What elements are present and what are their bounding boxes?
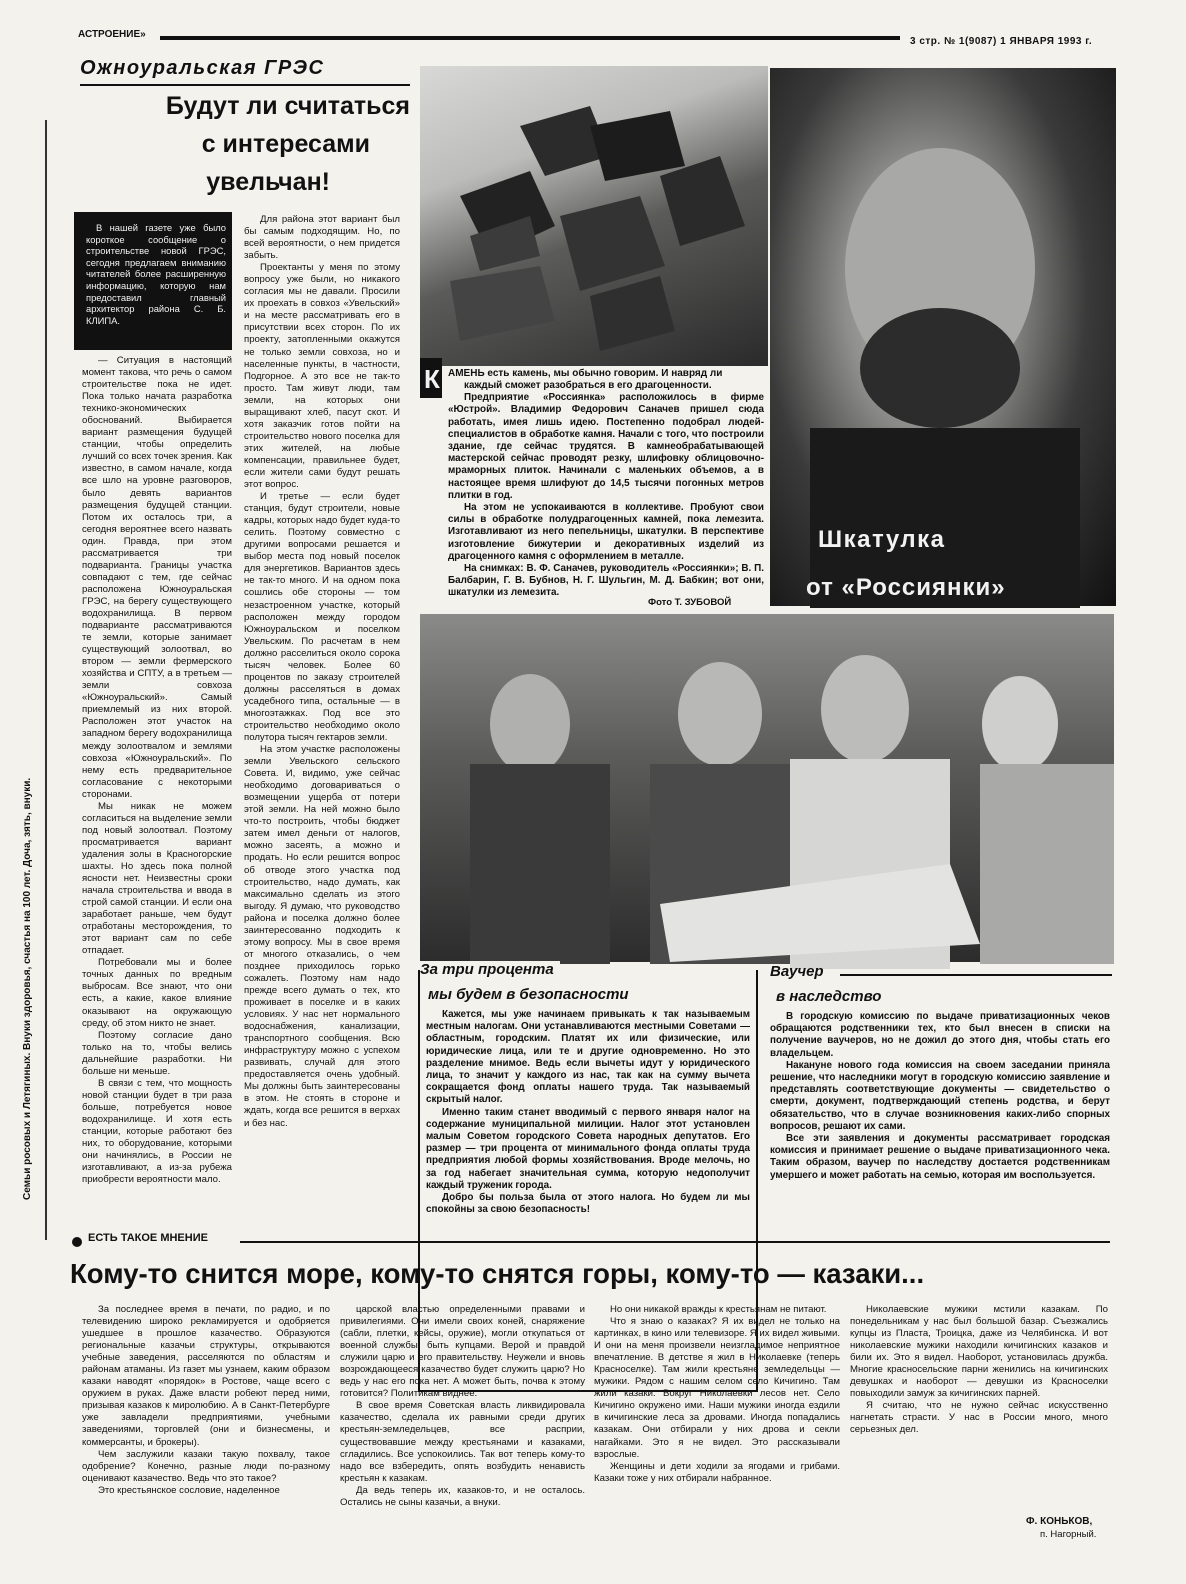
grs-headline-1: Будут ли считаться xyxy=(165,92,410,120)
kazaki-paragraph: Что я знаю о казаках? Я их видел не только на картинках, в кино или телевизоре. Я их видел живыми. И они на меня произвели неизгладимое неприятное впечатление. В детстве я жил в Николаевке (теперь Красноселке). Там жили крестьяне земледельцы — мужики. Рядом с нашим селом село Кичигино. Там жили казаки. Вокруг Николаевки лесов нет. Село Кичигино окружено ими. Наши мужики иногда ездили в кичигинские леса за дровами. Иногда попадались казакам. Они отбирали у них дрова и секли нагайками. Это я не видел. Это рассказывали взрослые. xyxy=(594,1316,840,1460)
tri-procenta-paragraph: Добро бы польза была от этого налога. Но будем ли мы спокойны за свою безопасность! xyxy=(426,1192,750,1216)
kazaki-author: Ф. КОНЬКОВ, xyxy=(1026,1516,1093,1527)
tri-procenta-paragraph: Именно таким станет вводимый с первого января налог на содержание муниципальной милиции. Налог этот установлен малым Советом городского Совета народных депутатов. Его размер — три процента от минимального фонда оплаты труда предприятия любой формы хозяйствования. Вроде мелочь, но за год набегает значительная сумма, которую недополучит каждый труженик города. xyxy=(426,1106,750,1191)
vaucher-title-2: в наследство xyxy=(776,988,882,1005)
vaucher-paragraph: В городскую комиссию по выдаче приватизационных чеков обращаются родственники тех, кто был внесен в списки на получение ваучеров, но не дожил до этого дня, чтобы стать его владельцем. xyxy=(770,1011,1110,1059)
grs-rubric: Ожноуральская ГРЭС xyxy=(80,57,325,79)
kamen-title-2: от «Россиянки» xyxy=(806,574,1006,601)
kazaki-paragraph: За последнее время в печати, по радио, и по телевидению широко рекламируется и одобряется ушедшее в прошлое казачество. Образуются региональные казачьи структуры, открываются учебные заведения, расселяются по областям и районам атаманы. Из газет мы узнаем, каким образом казаки наводят «порядок» в Ростове, чаще всего с оружием в руках. Даже власти робеют перед ними, призывая казаков к миролюбию. А в Санкт-Петербурге уже завладели предприятиями, учебными заведениями, торговлей (они и бизнесмены, и коммерсанты, и брокеры). xyxy=(82,1304,330,1448)
left-sidebar-rule xyxy=(45,120,47,1240)
kazaki-author-place: п. Нагорный. xyxy=(1040,1529,1097,1540)
grs-paragraph: И третье — если будет станция, будут строители, новые кадры, которых надо будет куда-то селить. Поэтому совместно с другими вопросами решается и выбор места под новый поселок для энергетиков. Вариантов здесь не так-то много. И на одном пока сошлись обе стороны — том незастроенном участке, который расположен между городом Южноуральском и поселком Увельским. По расчетам в нем должно расселиться около сорока тысяч человек. Более 60 процентов по заказу строителей должны расселяться в домах усадебного типа, остальные — в многоэтажках. Под все это строительство необходимо около полутора тысяч гектаров земли. xyxy=(244,491,400,744)
kazaki-paragraph: Но они никакой вражды к крестьянам не питают. xyxy=(610,1304,827,1315)
kamen-paragraph: На снимках: В. Ф. Саначев, руководитель «Россиянки»; В. П. Балбарин, Г. В. Бубнов, Н. Г. Шульгин, М. Д. Бабкин; вот они, шкатулки из лемезита. xyxy=(448,563,764,599)
grs-paragraph: Потребовали мы и более точных данных по вредным выбросам. Все знают, что они есть, а какие, какое влияние оказывают на окружающую среду, об этом никто не знает. xyxy=(82,957,232,1029)
kazaki-paragraph: Женщины и дети ходили за ягодами и грибами. Казаки тоже у них отбирали набранное. xyxy=(594,1460,840,1484)
grs-paragraph: Мы никак не можем согласиться на выделение земли под новый золоотвал. Поэтому просматривается вариант удаления золы в Красногорские шахты. Но здесь пока полной ясности нет. Неизвестны сроки начала строительства и ввода в строй самой станции. И если она заработает раньше, чем будут отработаны месторождения, то этот вариант сам по себе отпадает. xyxy=(82,800,232,957)
grs-paragraph: В связи с тем, что мощность новой станции будет в три раза больше, потребуется новое водохранилище. И хотя есть станции, которые работают без них, то оборудование, которыми они начинялись, в России не изготавливают, а из-за рубежа приобрести вероятности мало. xyxy=(82,1077,232,1186)
tri-procenta-title-1: За три процента xyxy=(420,961,560,978)
kazaki-col-2 xyxy=(340,1304,585,1576)
vaucher-title-line xyxy=(840,974,1112,976)
photo-workers-group xyxy=(420,614,1114,962)
grs-headline-3: увельчан! xyxy=(206,168,330,196)
kamen-paragraph: Предприятие «Россиянка» расположилось в фирме «Юстрой». Владимир Федорович Саначев пришел сюда работать, имея лишь идею. Постепенно подобрал людей-специалистов в обработке камня. Начали с того, что построили здание, где сейчас трудятся. В камнеобрабатывающей мастерской сейчас проводят резку, шлифовку облицовочно-мраморных плиток. Начинали с маленьких объемов, а в настоящее время шлифуют до 14,5 тысячи погонных метров плитки в год. xyxy=(448,392,764,501)
kamen-photo-credit: Фото Т. ЗУБОВОЙ xyxy=(648,597,732,608)
kamen-paragraph: На этом не успокаиваются в коллективе. Пробуют свои силы в обработке полудрагоценных камней, пока лемезита. Изготавливают из него пепельницы, шкатулки. В перспективе изготовление бижутерии и декоративных изделий из драгоценного камня с оформлением в металле. xyxy=(448,502,764,562)
grs-lead-text: В нашей газете уже было короткое сообщение о строительстве новой ГРЭС, сегодня предлагаем вниманию читателей более расширенную информацию, которую нам предоставил главный архитектор района С. Б. КЛИПА. xyxy=(86,222,226,326)
vaucher-title-1: Ваучер xyxy=(770,963,824,980)
kazaki-paragraph: В свое время Советская власть ликвидировала казачество, сделала их равными среди других крестьян-земледельцев, все расприи, существовавшие между крестьянами и казаками, сгладились. Все успокоились. Так вот теперь кому-то надо все взбередить, опять возбудить ненависть крестьян к казакам. xyxy=(340,1400,585,1484)
grs-paragraph: Для района этот вариант был бы самым подходящим. Но, по всей вероятности, о нем придется забыть. xyxy=(244,214,400,262)
vaucher-paragraph: Накануне нового года комиссия на своем заседании приняла решение, что наследники могут в городскую комиссию заявление и представлять соответствующие документы — свидетельство о смерти, документ, подтверждающий степень родства, и берут обязательство, что в случае возникновения каких-либо спорных вопросов, решают их сами. xyxy=(770,1059,1110,1132)
kamen-title-1: Шкатулка xyxy=(818,526,946,553)
grs-col-2 xyxy=(244,214,400,1169)
kazaki-headline: Кому-то снится море, кому-то снятся горы, кому-то — казаки... xyxy=(70,1258,925,1289)
kazaki-rubric-bullet xyxy=(72,1237,82,1247)
kazaki-paragraph: царской властью определенными правами и привилегиями. Они имели своих коней, снаряжение (сабли, плетки, кейсы, оружие), могли откупаться от военной службы, быть купцами. Верой и правдой служили царю и его правительству. Неужели и вновь возрождающееся казачество будет служить царю? Но ведь у нас его пока нет. А может быть, почва к этому готовится? Политикам виднее. xyxy=(340,1304,585,1400)
masthead-rule xyxy=(160,36,900,40)
grs-col-1 xyxy=(82,355,232,1186)
kazaki-rubric: ЕСТЬ ТАКОЕ МНЕНИЕ xyxy=(88,1232,208,1244)
grs-paragraph: Поэтому согласие дано только на то, чтобы велись дальнейшие разработки. Ни больше ни меньше. xyxy=(82,1029,232,1077)
kazaki-paragraph: Да ведь теперь их, казаков-то, и не осталось. Остались не сыны казачьи, а внуки. xyxy=(340,1484,585,1508)
vaucher-paragraph: Все эти заявления и документы рассматривает городская комиссия и принимает решение о выдаче приватизационного чека. Таким образом, ваучер по наследству достается родственникам умершего и может работать на семью, которая им воспользуется. xyxy=(770,1133,1110,1181)
kamen-first-line: АМЕНЬ есть камень, мы обычно говорим. И навряд ли xyxy=(448,368,723,379)
left-sidebar-text: Семьи росовых и Летягиных. Внуки здоровья, счастья на 100 лет. Доча, зять, внуки. xyxy=(22,777,33,1200)
kazaki-col-3 xyxy=(594,1304,840,1576)
tri-procenta-paragraph: Кажется, мы уже начинаем привыкать к так называемым местным налогам. Они устанавливаются местными Советами — областным, городским. Платят их или физические, или юридические лица, или те и другие одновременно. Но это разделение мнимое. Ведь если вычеты идут у юридического лица, то значит у каждого из нас, так как на сумму вычета сокращается фонд оплаты нашего труда. Так называемый скрытый налог. xyxy=(426,1009,750,1106)
kazaki-col-1 xyxy=(82,1304,330,1576)
kamen-paragraph: каждый сможет разобраться в его драгоценности. xyxy=(464,380,712,391)
grs-paragraph: Проектанты у меня по этому вопросу уже были, но никакого согласия мы не давали. Просили их проехать в совхоз «Увельский» и на месте рассматривать его в присутствии всех сторон. По их проекту, затопленными окажутся не только земли совхоза, но и населенные пункты, в частности, Подгорное. А это все не так-то просто. Там живут люди, там земли, на которых они выращивают хлеб, пасут скот. И хотя заказчик готов пойти на строительство нового поселка для этих жителей, на любые компенсации, правильнее будет, если жители сами будут решать этот вопрос. xyxy=(244,262,400,491)
photo-stone-boxes xyxy=(420,66,768,366)
masthead-issue: 3 стр. № 1(9087) 1 ЯНВАРЯ 1993 г. xyxy=(910,36,1093,47)
vaucher-text xyxy=(770,1011,1110,1231)
kazaki-paragraph: Это крестьянское сословие, наделенное xyxy=(98,1484,280,1496)
kamen-text xyxy=(448,380,764,599)
kazaki-paragraph: Чем заслужили казаки такую похвалу, такое одобрение? Конечно, разные люди по-разному оценивают казачество. Ведь что это такое? xyxy=(82,1448,330,1484)
kazaki-col-4 xyxy=(850,1304,1108,1504)
grs-paragraph: — Ситуация в настоящий момент такова, что речь о самом строительстве пока не идет. Пока только начата разработка технико-экономических обоснований. Выбирается вариант размещения будущей станции, чтобы определить лучший со всех точек зрения. Как известно, в самом начале, когда все шло на уровне разговоров, было девять вариантов размещения будущей станции. Потом их осталось три, а сегодня вероятнее всего назвать один. Правда, при этом рассматривается три подварианта. Границы участка совпадают с тем, где сейчас расположена Южноуральская ГРЭС, на берегу существующего водохранилища. В первом подварианте рассматриваются те земли, которые занимает существующий золоотвал, во втором — земли фермерского хозяйства и СПТУ, а в третьем — земли совхоза «Южноуральский». Самый приемлемый из них второй. Расположен этот участок на западном берегу водохранилища между золоотвалом и землями совхоза «Южноуральский». По нему есть предварительное согласование с некоторыми сторонами. xyxy=(82,355,232,800)
masthead-paper: АСТРОЕНИЕ» xyxy=(78,29,146,40)
kazaki-paragraph: Я считаю, что не нужно сейчас искусственно нагнетать страсти. У нас в России много, много серьезных дел. xyxy=(850,1400,1108,1436)
kamen-initial: К xyxy=(424,364,440,394)
grs-paragraph: На этом участке расположены земли Увельского сельского Совета. И, видимо, уже сейчас необходимо договариваться о возмещении ущерба от потери этой земли. На ней можно было что-то построить, чтобы бюджет затем имел деньги от налогов, можно засеять, а можно и продать. Но если решится вопрос об отводе этого участка под строительство, надо думать, как максимально сделать из этого выгоду. Я думаю, что руководство района и поселка должно более заинтересованно подходить к этому вопросу. Мы в свое время от многого отказались, о чем позднее приходилось горько сожалеть. Поэтому нам надо прежде всего думать о тех, кто проживает в поселке и в каких условиях. У нас нет нормального водоснабжения, канализации, транспортного сообщения. Всю инфраструктуру можно с успехом развивать, случай для этого предоставляется очень удобный. Мы должны быть заинтересованы в этом. Не стоять в стороне и ждать, когда все решится в верхах и без нас. xyxy=(244,744,400,1129)
tri-procenta-title-2: мы будем в безопасности xyxy=(428,986,629,1003)
kazaki-rubric-line xyxy=(240,1241,1110,1243)
grs-headline-2: с интересами xyxy=(201,130,370,158)
kazaki-paragraph: Николаевские мужики мстили казакам. По понедельникам у нас был большой базар. Съезжались купцы из Пласта, Троицка, даже из Челябинска. И вот николаевские мужики находили кичигинских казаков и били их. Это я видел. Наоборот, установилась дружба. Многие красносельские парни женились на кичигинских девушках и наоборот — девушки из Красноселки повыходили замуж за кичигинских парней. xyxy=(850,1304,1108,1400)
grs-rubric-line xyxy=(80,84,410,86)
